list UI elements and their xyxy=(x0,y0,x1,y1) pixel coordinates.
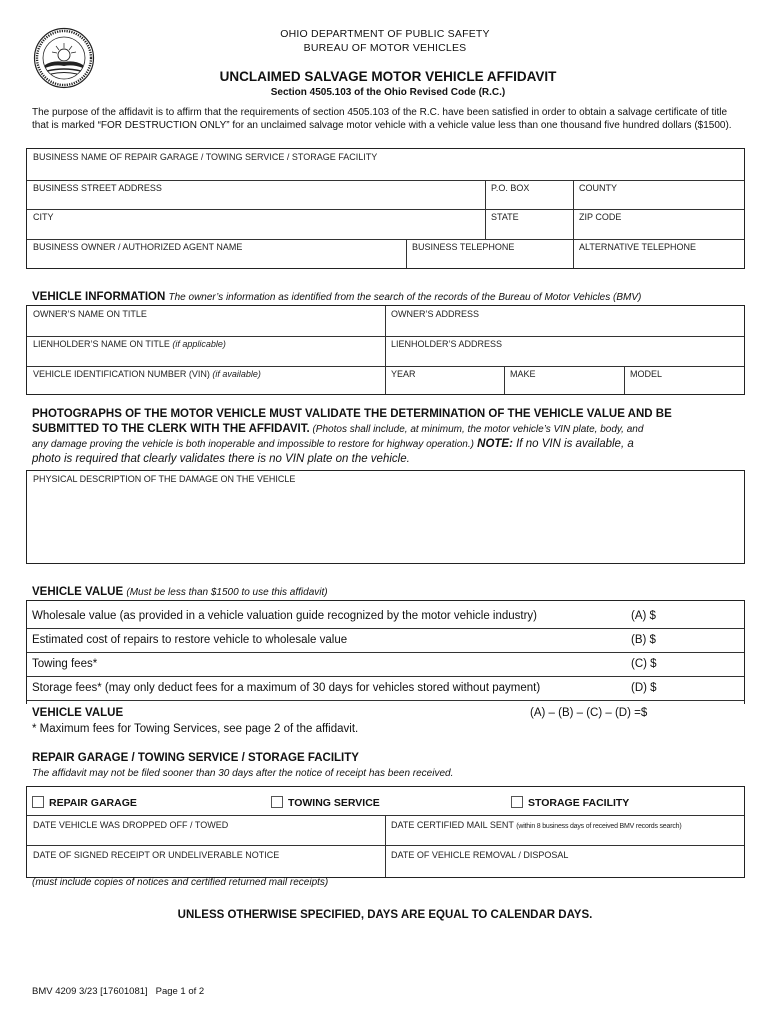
repair-garage-checkbox[interactable]: REPAIR GARAGE xyxy=(32,796,137,809)
lienholder-name-field[interactable]: LIENHOLDER’S NAME ON TITLE (if applicable) xyxy=(33,339,226,349)
vehicle-info-heading: VEHICLE INFORMATION The owner’s information as identified from the search of the records of the Bureau of Motor Vehicles (BMV) xyxy=(32,291,642,303)
owner-name-field[interactable]: OWNER’S NAME ON TITLE xyxy=(33,309,147,319)
agency-name: OHIO DEPARTMENT OF PUBLIC SAFETY xyxy=(280,28,490,40)
state-field[interactable]: STATE xyxy=(491,212,519,222)
date-dropped-off-field[interactable]: DATE VEHICLE WAS DROPPED OFF / TOWED xyxy=(33,820,229,830)
form-title: UNCLAIMED SALVAGE MOTOR VEHICLE AFFIDAVIT xyxy=(219,69,557,84)
wholesale-value-field[interactable]: (A) $ xyxy=(631,610,656,622)
checkbox-icon xyxy=(511,796,523,808)
make-field[interactable]: MAKE xyxy=(510,369,536,379)
towing-fees-label: Towing fees* xyxy=(32,658,98,670)
towing-fees-field[interactable]: (C) $ xyxy=(631,658,657,670)
date-signed-receipt-field[interactable]: DATE OF SIGNED RECEIPT OR UNDELIVERABLE NOTICE xyxy=(33,850,280,860)
zip-code-field[interactable]: ZIP CODE xyxy=(579,212,622,222)
form-number: BMV 4209 3/23 [17601081] xyxy=(32,986,148,997)
bureau-name: BUREAU OF MOTOR VEHICLES xyxy=(303,42,467,54)
calendar-days-notice: UNLESS OTHERWISE SPECIFIED, DAYS ARE EQUAL TO CALENDAR DAYS. xyxy=(177,909,593,921)
business-owner-field[interactable]: BUSINESS OWNER / AUTHORIZED AGENT NAME xyxy=(33,242,243,252)
copies-note: (must include copies of notices and certified returned mail receipts) xyxy=(32,877,329,888)
photographs-notice: PHOTOGRAPHS OF THE MOTOR VEHICLE MUST VALIDATE THE DETERMINATION OF THE VEHICLE VALUE AND BE SUBMITTED TO THE CLERK WITH THE AFFIDAVIT. (Photos shall include, at minimum, the motor vehicle’s VIN plate, body, and any damage proving the vehicle is both inoperable and impossible to restore for highway operation.) NOTE: If no VIN is available, a photo is required that clearly validates there is no VIN plate on the vehicle. xyxy=(32,408,672,465)
form-footer xyxy=(32,986,204,997)
vin-field[interactable]: VEHICLE IDENTIFICATION NUMBER (VIN) (if available) xyxy=(33,369,261,379)
vehicle-info-table xyxy=(26,305,745,395)
repair-cost-label: Estimated cost of repairs to restore vehicle to wholesale value xyxy=(32,634,348,646)
vehicle-value-heading: VEHICLE VALUE (Must be less than $1500 to use this affidavit) xyxy=(32,586,328,598)
repair-cost-field[interactable]: (B) $ xyxy=(631,634,656,646)
storage-fees-label: Storage fees* (may only deduct fees for a maximum of 30 days for vehicles stored without payment) xyxy=(32,682,541,694)
storage-fees-field[interactable]: (D) $ xyxy=(631,682,657,694)
damage-description-label: PHYSICAL DESCRIPTION OF THE DAMAGE ON THE VEHICLE xyxy=(33,474,296,484)
wholesale-value-label: Wholesale value (as provided in a vehicle valuation guide recognized by the motor vehicle industry) xyxy=(32,610,538,622)
owner-address-field[interactable]: OWNER’S ADDRESS xyxy=(391,309,480,319)
page-number: Page 1 of 2 xyxy=(155,986,205,997)
business-name-field[interactable]: BUSINESS NAME OF REPAIR GARAGE / TOWING SERVICE / STORAGE FACILITY xyxy=(33,152,378,162)
county-field[interactable]: COUNTY xyxy=(579,183,617,193)
vehicle-value-total-label: VEHICLE VALUE xyxy=(32,707,124,719)
facility-filing-note: The affidavit may not be filed sooner than 30 days after the notice of receipt has been received. xyxy=(32,768,454,779)
lienholder-address-field[interactable]: LIENHOLDER’S ADDRESS xyxy=(391,339,503,349)
business-telephone-field[interactable]: BUSINESS TELEPHONE xyxy=(412,242,515,252)
po-box-field[interactable]: P.O. BOX xyxy=(491,183,530,193)
max-fees-footnote: * Maximum fees for Towing Services, see page 2 of the affidavit. xyxy=(32,723,359,735)
checkbox-icon xyxy=(271,796,283,808)
form-subtitle: Section 4505.103 of the Ohio Revised Code (R.C.) xyxy=(270,87,506,98)
date-certified-mail-field[interactable]: DATE CERTIFIED MAIL SENT (within 8 business days of received BMV records search) xyxy=(391,820,682,830)
model-field[interactable]: MODEL xyxy=(630,369,663,379)
business-table xyxy=(26,148,745,269)
checkbox-icon xyxy=(32,796,44,808)
facility-heading: REPAIR GARAGE / TOWING SERVICE / STORAGE FACILITY xyxy=(32,752,359,764)
city-field[interactable]: CITY xyxy=(33,212,54,222)
alternative-telephone-field[interactable]: ALTERNATIVE TELEPHONE xyxy=(579,242,697,252)
year-field[interactable]: YEAR xyxy=(391,369,416,379)
storage-facility-checkbox[interactable]: STORAGE FACILITY xyxy=(511,796,629,809)
business-street-field[interactable]: BUSINESS STREET ADDRESS xyxy=(33,183,162,193)
date-removal-field[interactable]: DATE OF VEHICLE REMOVAL / DISPOSAL xyxy=(391,850,569,860)
purpose-text: The purpose of the affidavit is to affirm that the requirements of section 4505.103 of the R.C. have been satisfied in order to obtain a salvage certificate of title that is marked “FOR DESTRUCTION ONLY” for an unclaimed salvage motor vehicle with a vehicle value less than one thousand five hundred dollars ($1500). xyxy=(32,107,732,131)
damage-description-box[interactable] xyxy=(26,470,745,564)
vehicle-value-total-field[interactable]: (A) – (B) – (C) – (D) =$ xyxy=(530,707,648,719)
towing-service-checkbox[interactable]: TOWING SERVICE xyxy=(271,796,380,809)
